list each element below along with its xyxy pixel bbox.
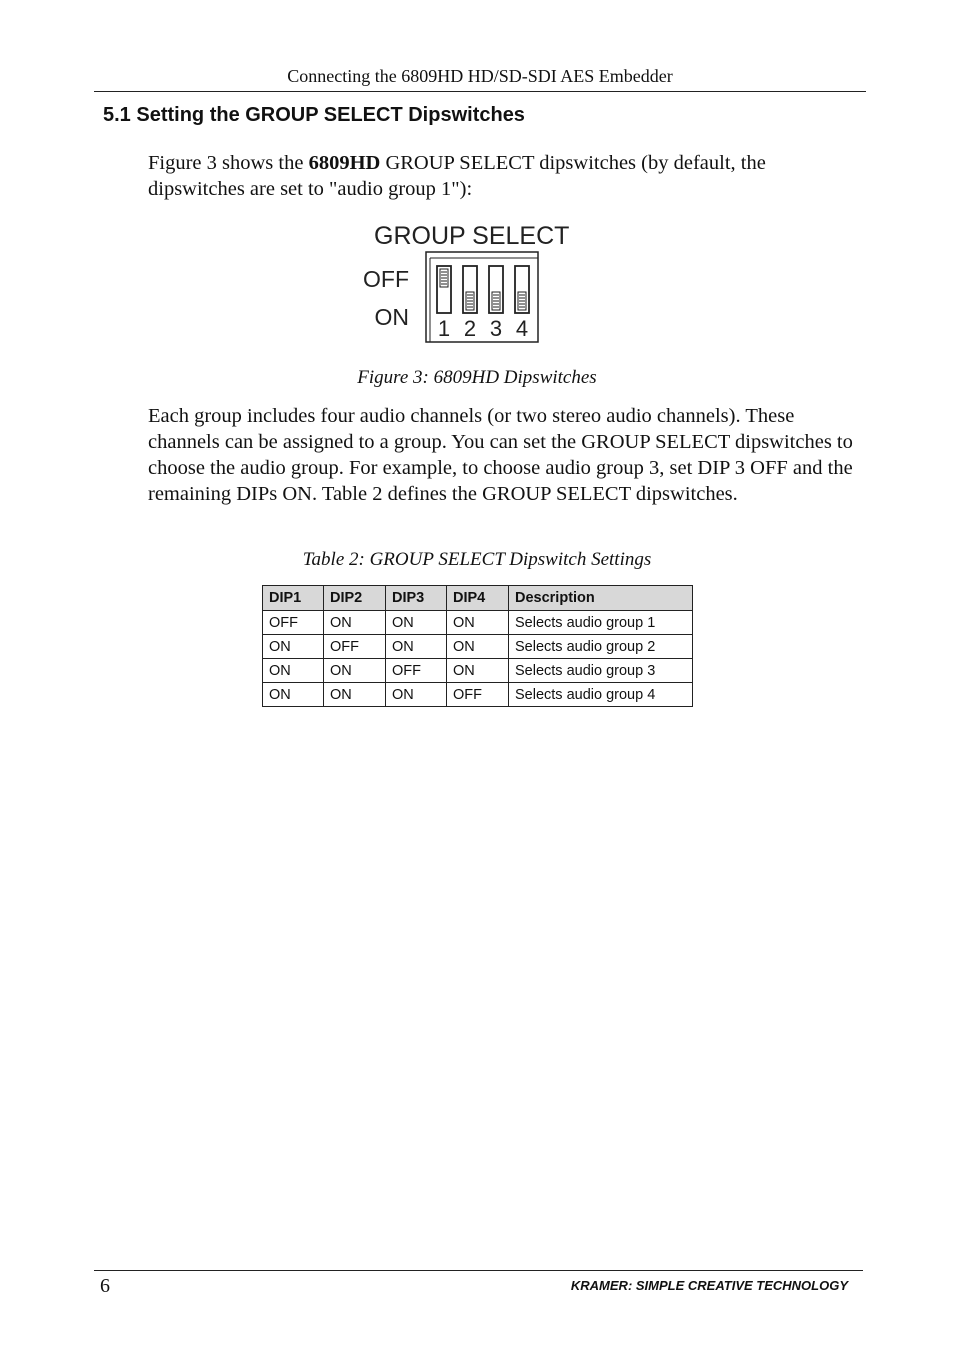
table-cell: Selects audio group 3 bbox=[509, 659, 693, 683]
intro-paragraph bbox=[148, 150, 860, 202]
table-cell: Selects audio group 2 bbox=[509, 635, 693, 659]
table-cell: ON bbox=[386, 611, 447, 635]
dipswitch-diagram bbox=[350, 214, 610, 349]
table-cell: ON bbox=[447, 611, 509, 635]
body-paragraph: Each group includes four audio channels (or two stereo audio channels). These channels can be assigned to a group. You can set the GROUP SELECT dipswitches to choose the audio group. For example, to choose audio group 3, set DIP 3 OFF and the remaining DIPs ON. Table 2 defines the GROUP SELECT dipswitches. bbox=[148, 405, 853, 505]
footer-rule bbox=[94, 1270, 863, 1271]
dipswitch-number-2: 2 bbox=[463, 316, 477, 341]
table-cell: Selects audio group 4 bbox=[509, 683, 693, 707]
dipswitch-number-1: 1 bbox=[437, 316, 451, 341]
table-cell: ON bbox=[263, 635, 324, 659]
on-label: ON bbox=[374, 304, 409, 330]
table-cell: ON bbox=[263, 683, 324, 707]
table-cell: OFF bbox=[263, 611, 324, 635]
page-number: 6 bbox=[100, 1275, 110, 1297]
product-name: 6809HD bbox=[308, 152, 381, 174]
table-caption: Table 2: GROUP SELECT Dipswitch Settings bbox=[302, 549, 652, 570]
figure-title: GROUP SELECT bbox=[374, 222, 570, 250]
dipswitch-number-4: 4 bbox=[515, 316, 529, 341]
dipswitch-row bbox=[437, 266, 529, 341]
table-cell: ON bbox=[386, 683, 447, 707]
intro-text-start: Figure 3 shows the bbox=[148, 152, 309, 174]
header-dip3: DIP3 bbox=[386, 586, 447, 611]
table-cell: ON bbox=[324, 683, 386, 707]
dipswitch-settings-table bbox=[262, 585, 693, 707]
table-cell: ON bbox=[324, 659, 386, 683]
table-row bbox=[263, 611, 693, 635]
table-cell: ON bbox=[324, 611, 386, 635]
table-row bbox=[263, 683, 693, 707]
table-row bbox=[263, 635, 693, 659]
off-label: OFF bbox=[363, 266, 409, 292]
running-header: Connecting the 6809HD HD/SD-SDI AES Embedder bbox=[287, 66, 673, 86]
header-dip4: DIP4 bbox=[447, 586, 509, 611]
table-cell: ON bbox=[447, 635, 509, 659]
intro-text-end: GROUP SELECT dipswitches (by default, the dipswitches are set to "audio group 1"): bbox=[148, 152, 766, 200]
table-row bbox=[263, 659, 693, 683]
header-dip1: DIP1 bbox=[263, 586, 324, 611]
section-heading: 5.1 Setting the GROUP SELECT Dipswitches bbox=[103, 104, 525, 126]
figure-caption: Figure 3: 6809HD Dipswitches bbox=[357, 367, 597, 388]
dipswitch-number-3: 3 bbox=[489, 316, 503, 341]
header-dip2: DIP2 bbox=[324, 586, 386, 611]
table-cell: ON bbox=[447, 659, 509, 683]
table-cell: Selects audio group 1 bbox=[509, 611, 693, 635]
table-cell: OFF bbox=[447, 683, 509, 707]
table-cell: ON bbox=[386, 635, 447, 659]
header-description: Description bbox=[509, 586, 693, 611]
table-cell: OFF bbox=[324, 635, 386, 659]
header-rule bbox=[94, 91, 866, 92]
table-cell: ON bbox=[263, 659, 324, 683]
table-header-row bbox=[263, 586, 693, 611]
dipswitch-figure bbox=[350, 214, 610, 349]
footer-brand: KRAMER: SIMPLE CREATIVE TECHNOLOGY bbox=[570, 1278, 848, 1293]
table-cell: OFF bbox=[386, 659, 447, 683]
